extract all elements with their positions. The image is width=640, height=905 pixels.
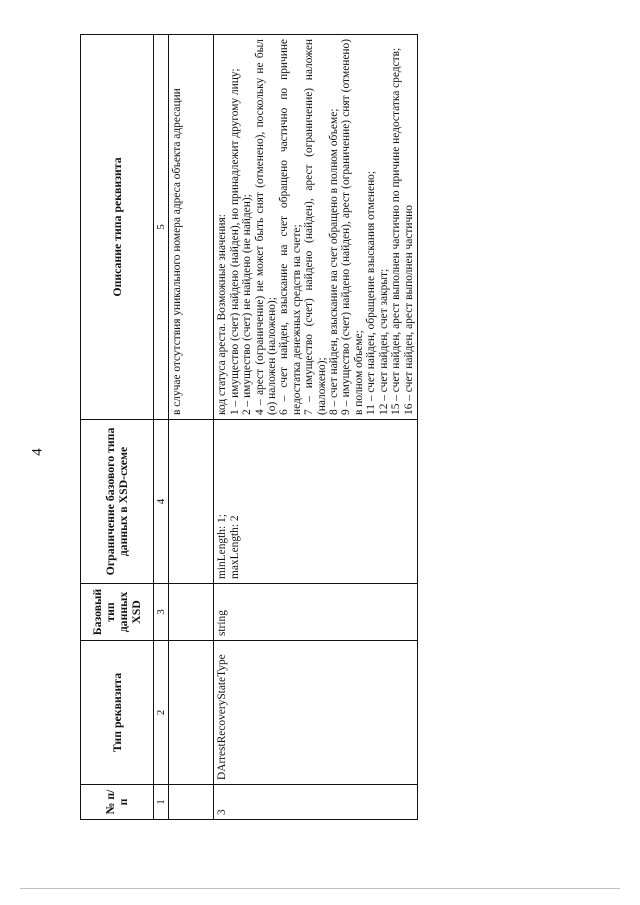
header-number: № п/п xyxy=(81,785,154,820)
cell-number xyxy=(169,785,214,820)
restriction-min-length: minLength: 1; xyxy=(216,514,229,579)
description-line: 6 – счет найден, взыскание на счет обращено частично по причине недостатка денежных средств на счете; xyxy=(278,39,303,415)
description-line: 1 – имущество (счет) найдено (найден), но принадлежит другому лицу; xyxy=(228,68,241,415)
description-line: 11 – счет найден, обращение взыскания отменено; xyxy=(365,170,378,415)
cell-type: DArrestRecoveryStateType xyxy=(214,641,418,785)
column-number: 4 xyxy=(154,420,169,584)
description-line: 9 – имущество (счет) найдено (найден), арест (ограничение) снят (отменено) в полном объеме; xyxy=(340,39,365,415)
cell-restriction xyxy=(169,420,214,584)
description-line: 7 – имущество (счет) найдено (найден), арест (ограничение) наложен (наложено); xyxy=(303,39,328,415)
table-row-address xyxy=(169,35,214,820)
description-line: 4 – арест (ограничение) не может быть снят (отменено), поскольку не был (о) наложен (наложено); xyxy=(253,39,279,415)
description-line: 8 – счет найден, взыскание на счет обращено в полном объеме; xyxy=(328,108,341,415)
description-text: в случае отсутствия уникального номера адреса объекта адресации xyxy=(171,88,184,415)
column-number: 1 xyxy=(154,785,169,820)
description-line: 16 – счет найден, арест выполнен частично xyxy=(402,205,415,415)
cell-base-type xyxy=(169,584,214,641)
column-number: 2 xyxy=(154,641,169,785)
description-line: код статуса ареста. Возможные значения: xyxy=(216,214,229,415)
scan-edge-line xyxy=(20,888,620,889)
table-header-row xyxy=(81,35,154,820)
description-line: 2 – имущество (счет) не найдено (не найден); xyxy=(241,194,254,415)
column-number: 3 xyxy=(154,584,169,641)
header-base-type: Базовый тип данных XSD xyxy=(81,584,154,641)
column-number: 5 xyxy=(154,35,169,420)
table-row-3 xyxy=(214,35,418,820)
rotated-table-area xyxy=(80,39,608,820)
cell-type xyxy=(169,641,214,785)
cell-number: 3 xyxy=(214,785,418,820)
cell-base-type: string xyxy=(214,584,418,641)
header-description: Описание типа реквизита xyxy=(81,35,154,420)
cell-restriction xyxy=(214,420,418,584)
cell-description xyxy=(169,35,214,420)
requisites-table xyxy=(80,34,418,820)
page-number: 4 xyxy=(29,448,46,456)
cell-description xyxy=(214,35,418,420)
header-type: Тип реквизита xyxy=(81,641,154,785)
header-restriction: Ограничение базового типа данных в XSD-схеме xyxy=(81,420,154,584)
description-line: 15 – счет найден, арест выполнен частично по причине недостатка средств; xyxy=(390,47,403,415)
restriction-max-length: maxLength: 2 xyxy=(228,515,241,579)
description-line: 12 – счет найден, счет закрыт; xyxy=(377,268,390,415)
column-number-row xyxy=(154,35,169,820)
